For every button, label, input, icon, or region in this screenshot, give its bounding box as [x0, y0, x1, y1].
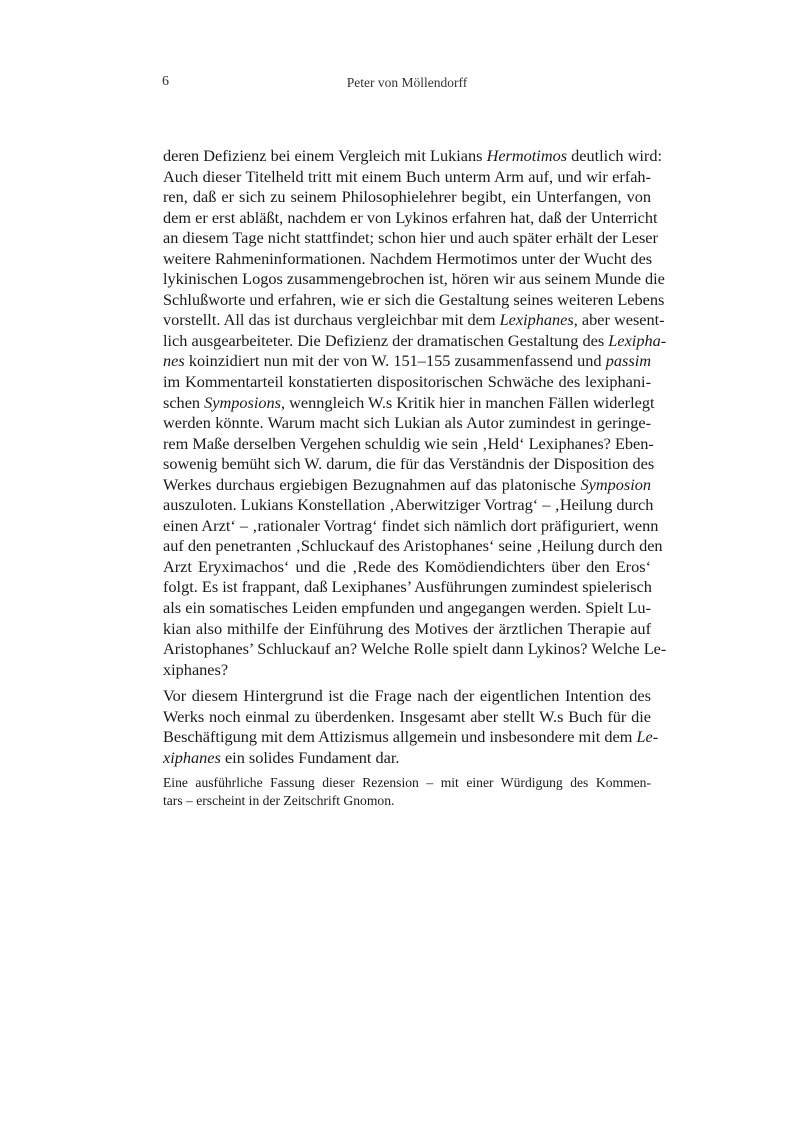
text-run: deutlich wird: — [567, 146, 663, 165]
text-run: sowenig bemüht sich W. darum, die für das Verständnis der Disposition des — [163, 454, 655, 474]
italic-title: xiphanes — [163, 747, 221, 767]
text-run: xiphanes? — [163, 659, 229, 679]
text-line — [163, 748, 651, 769]
page-number: 6 — [162, 74, 169, 89]
text-line — [163, 475, 651, 496]
text-run: schen — [163, 392, 205, 412]
text-run: Werks noch einmal zu überdenken. Insgesamt aber stellt W.s Buch für die — [163, 706, 651, 726]
text-run: auf den penetranten ‚Schluckauf des Aristophanes‘ seine ‚Heilung durch den — [163, 536, 663, 556]
text-line — [163, 536, 663, 557]
text-line — [163, 774, 651, 792]
text-run: werden könnte. Warum macht sich Lukian als Autor zumindest in geringe- — [163, 413, 651, 433]
text-line — [163, 727, 659, 748]
text-line — [163, 515, 659, 537]
running-head-author: Peter von Möllendorff — [346, 75, 468, 90]
text-line — [163, 619, 651, 640]
text-line — [163, 249, 651, 270]
text-run: tars – erscheint in der Zeitschrift Gnomon. — [163, 792, 395, 808]
text-run: Werkes durchaus ergiebigen Bezugnahmen auf das platonische — [163, 474, 581, 494]
italic-title: Hermotimos — [486, 146, 568, 165]
text-run: folgt. Es ist frappant, daß Lexiphanes’ Ausführungen zumindest spielerisch — [163, 577, 652, 597]
text-run: Auch dieser Titelheld tritt mit einem Buch unterm Arm auf, und wir erfah- — [163, 166, 651, 186]
text-line — [163, 598, 651, 619]
text-run: ren, daß er sich zu seinem Philosophielehrer begibt, ein Unterfangen, von — [163, 187, 651, 207]
text-run: , aber wesent- — [573, 310, 665, 330]
text-run: auszuloten. Lukians Konstellation ‚Aberwitziger Vortrag‘ – ‚Heilung durch — [163, 495, 654, 515]
text-line — [163, 577, 651, 598]
text-line — [163, 167, 651, 188]
text-line — [163, 413, 651, 434]
text-run: im Kommentarteil konstatierten dispositorischen Schwäche des lexiphani- — [163, 372, 651, 392]
italic-title: Le- — [636, 727, 659, 747]
text-line — [163, 686, 651, 707]
text-line — [163, 639, 667, 660]
text-run: kian also mithilfe der Einführung des Motives der ärztlichen Therapie auf — [163, 618, 651, 638]
text-line — [163, 372, 651, 393]
text-run: einen Arzt‘ – ‚rationaler Vortrag‘ findet sich nämlich dort präfiguriert, wenn — [163, 515, 659, 535]
text-run: , wenngleich W.s Kritik hier in manchen Fällen widerlegt — [281, 392, 655, 412]
italic-title: passim — [605, 351, 651, 371]
paragraph-2 — [163, 686, 659, 768]
text-run: als ein somatisches Leiden empfunden und angegangen werden. Spielt Lu- — [163, 598, 651, 618]
text-run: Eine ausführliche Fassung dieser Rezension – mit einer Würdigung des Kommen- — [163, 775, 651, 791]
text-run: ein solides Fundament dar. — [220, 747, 400, 767]
text-run: an diesem Tage nicht stattfindet; schon hier und auch später erhält der Leser — [163, 228, 658, 248]
text-run: Vor diesem Hintergrund ist die Frage nach der eigentlichen Intention des — [163, 686, 651, 706]
text-line — [163, 495, 654, 516]
text-run: dem er erst abläßt, nachdem er von Lykinos erfahren hat, daß der Unterricht — [163, 207, 658, 227]
text-run: Aristophanes’ Schluckauf an? Welche Rolle spielt dann Lykinos? Welche Le- — [163, 639, 667, 659]
text-line — [163, 707, 651, 728]
text-line — [163, 330, 667, 352]
text-line — [163, 310, 665, 331]
text-line — [163, 351, 651, 372]
text-line — [163, 454, 655, 475]
text-line — [163, 228, 658, 249]
paragraph-1 — [163, 146, 667, 680]
text-line — [163, 289, 665, 311]
text-line — [163, 792, 651, 810]
text-line — [163, 433, 654, 455]
italic-title: nes — [163, 351, 185, 371]
text-run: Beschäftigung mit dem Attizismus allgemein und insbesondere mit dem — [163, 727, 637, 747]
review-note — [163, 774, 651, 809]
text-line — [163, 269, 665, 290]
text-run: koinzidiert nun mit der von W. 151–155 zusammenfassend und — [184, 351, 606, 371]
text-line — [163, 207, 658, 229]
text-run: rem Maße derselben Vergehen schuldig wie sein ‚Held‘ Lexiphanes? Eben- — [163, 433, 654, 453]
body-text — [163, 146, 667, 809]
italic-title: Symposions — [204, 392, 282, 412]
text-run: lykinischen Logos zusammengebrochen ist, hören wir aus seinem Munde die — [163, 269, 665, 289]
italic-title: Lexiphanes — [499, 310, 574, 330]
italic-title: Lexipha- — [608, 330, 667, 350]
text-run: lich ausgearbeiteter. Die Defizienz der dramatischen Gestaltung des — [163, 330, 609, 350]
text-line — [163, 146, 663, 167]
text-run: Arzt Eryximachos‘ und die ‚Rede des Komödiendichters über den Eros‘ — [163, 556, 651, 576]
italic-title: Symposion — [580, 474, 651, 494]
text-line — [163, 557, 651, 578]
text-run: weitere Rahmeninformationen. Nachdem Hermotimos unter der Wucht des — [163, 248, 653, 268]
text-line — [163, 187, 651, 208]
text-run: Schlußworte und erfahren, wie er sich die Gestaltung seines weiteren Lebens — [163, 289, 665, 309]
text-line — [163, 392, 655, 414]
text-line — [163, 660, 651, 681]
text-run: deren Defizienz bei einem Vergleich mit Lukians — [163, 146, 487, 165]
text-run: vorstellt. All das ist durchaus vergleichbar mit dem — [163, 310, 500, 330]
